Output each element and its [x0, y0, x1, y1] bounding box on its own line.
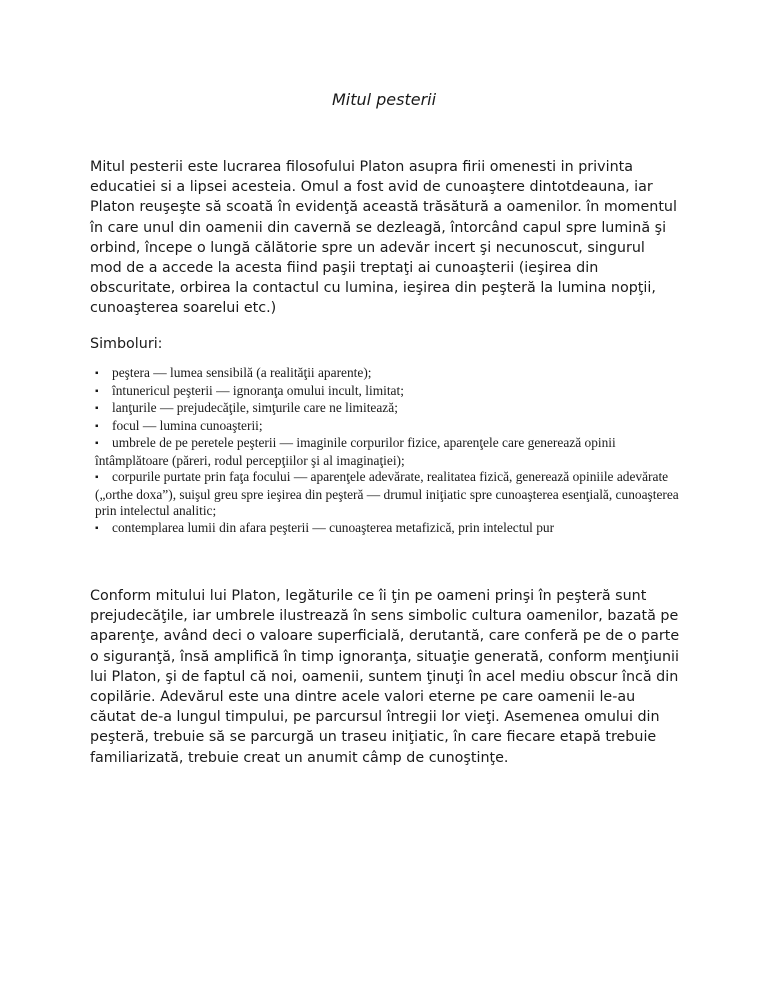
list-item-text: întunericul peşterii — ignoranţa omului incult, limitat; — [112, 382, 404, 398]
document-title: Mitul pesterii — [331, 90, 437, 109]
bullet-icon: ▪ — [95, 385, 99, 397]
bullet-icon: ▪ — [95, 420, 99, 432]
bullet-icon: ▪ — [95, 522, 99, 534]
list-item — [90, 435, 690, 469]
list-item — [90, 383, 690, 401]
intro-paragraph: Mitul pesterii este lucrarea filosofului Platon asupra firii omenesti in privinta educatiei si a lipsei acesteia. Omul a fost avid de cunoaştere dintotdeauna, iar Platon reuşeşte să scoată în evidenţă această trăsătură a oamenilor. în momentul în care unul din oamenii din cavernă se dezleagă, întorcând capul spre lumină şi orbind, începe o lungă călătorie spre un adevăr incert şi necunoscut, singurul mod de a accede la acesta fiind paşii treptaţi ai cunoaşterii (ieşirea din obscuritate, orbirea la contactul cu lumina, ieşirea din peşteră la lumina nopţii, cunoaşterea soarelui etc.) — [90, 159, 677, 317]
list-item — [90, 520, 690, 538]
list-item-text: umbrele de pe peretele peşterii — imaginile corpurilor fizice, aparenţele care generează opinii întâmplătoare (păreri, rodul percepţiilor şi al imaginaţiei); — [95, 435, 616, 468]
list-item — [90, 400, 690, 418]
bullet-icon: ▪ — [95, 438, 99, 449]
list-item-text: contemplarea lumii din afara peşterii — cunoaşterea metafizică, prin intelectul pur — [112, 519, 555, 535]
bullet-icon: ▪ — [95, 368, 99, 379]
list-item-text: peştera — lumea sensibilă (a realităţii aparente); — [112, 365, 372, 380]
list-item-text: lanţurile — prejudecăţile, simţurile care ne limitează; — [112, 400, 398, 415]
list-item — [90, 418, 690, 436]
list-item — [90, 469, 690, 520]
conclusion-paragraph: Conform mitului lui Platon, legăturile ce îi ţin pe oameni prinşi în peşteră sunt prejudecăţile, iar umbrele ilustrează în sens simbolic cultura oamenilor, bazată pe aparenţe, având deci o valoare superficială, derutantă, care conferă pe de o parte o siguranţă, însă amplifică în timp ignoranţa, situaţie generată, conform menţiunii lui Platon, şi de faptul că noi, oamenii, suntem ţinuţi în acel mediu obscur încă din copilărie. Adevărul este una dintre acele valori eterne pe care oamenii le-au căutat de-a lungul timpului, pe parcursul întregii lor vieţi. Asemenea omului din peşteră, trebuie să se parcurgă un traseu iniţiatic, în care fiecare etapă trebuie familiarizată, trebuie creat un anumit câmp de cunoştinţe. — [90, 588, 680, 766]
list-item-text: corpurile purtate prin faţa focului — aparenţele adevărate, realitatea fizică, generează opiniile adevărate („orthe doxa”), suişul greu spre ieşirea din peşteră — drumul iniţiatic spre cunoaşterea esenţială, cunoaşterea prin intelectul analitic; — [95, 469, 679, 518]
list-item-text: focul — lumina cunoaşterii; — [112, 417, 263, 433]
symbols-heading: Simboluri: — [90, 336, 163, 352]
list-item — [90, 365, 690, 383]
bullet-icon: ▪ — [95, 472, 99, 483]
symbols-list — [90, 365, 690, 537]
bullet-icon: ▪ — [95, 403, 99, 414]
